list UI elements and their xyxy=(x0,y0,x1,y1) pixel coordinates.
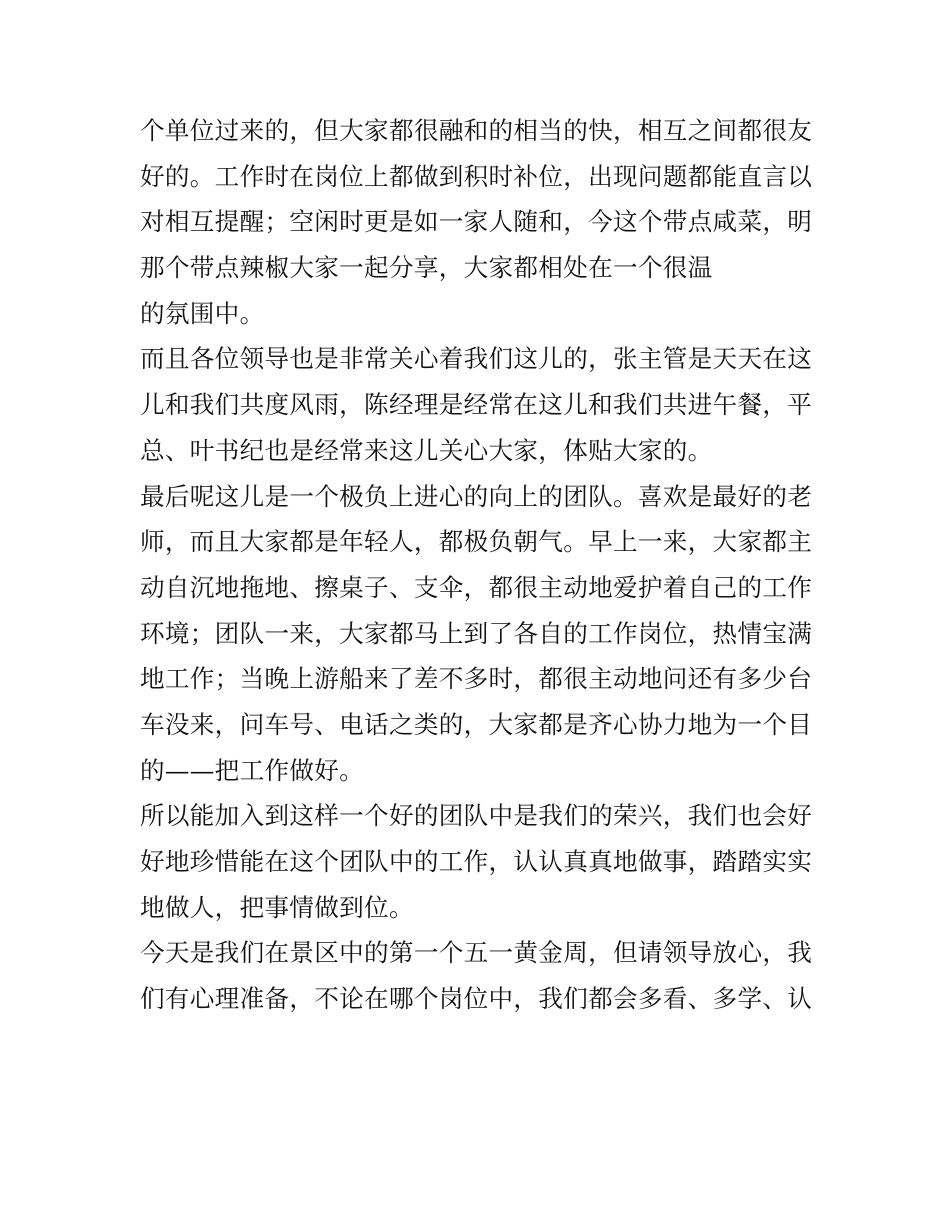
text-line: 的——把工作做好。 xyxy=(140,755,365,785)
text-line: 最后呢这儿是一个极负上进心的向上的团队。喜欢是最好的老 xyxy=(140,481,813,511)
text-line: 那个带点辣椒大家一起分享，大家都相处在一个很温 xyxy=(140,253,713,283)
text-line: 师，而且大家都是年轻人，都极负朝气。早上一来，大家都主 xyxy=(140,527,813,557)
text-line: 动自沉地拖地、擦桌子、支伞，都很主动地爱护着自己的工作 xyxy=(140,572,813,602)
text-line: 好地珍惜能在这个团队中的工作，认认真真地做事，踏踏实实 xyxy=(140,847,813,876)
document-body xyxy=(140,108,812,1022)
text-line: 个单位过来的，但大家都很融和的相当的快，相互之间都很友 xyxy=(140,116,813,145)
text-line: 环境；团队一来，大家都马上到了各自的工作岗位，热情宝满 xyxy=(140,618,813,648)
text-line: 总、叶书纪也是经常来这儿关心大家，体贴大家的。 xyxy=(140,435,713,465)
text-line: 车没来，问车号、电话之类的，大家都是齐心协力地为一个目 xyxy=(140,709,813,739)
text-line: 好的。工作时在岗位上都做到积时补位，出现问题都能直言以 xyxy=(140,161,813,191)
text-line: 所以能加入到这样一个好的团队中是我们的荣兴，我们也会好 xyxy=(140,801,813,831)
text-line: 对相互提醒；空闲时更是如一家人随和，今这个带点咸菜，明 xyxy=(140,207,813,237)
text-line: 地做人，把事情做到位。 xyxy=(140,892,414,922)
text-line: 儿和我们共度风雨，陈经理是经常在这儿和我们共进午餐，平 xyxy=(140,390,813,420)
text-line: 们有心理准备，不论在哪个岗位中，我们都会多看、多学、认 xyxy=(140,984,813,1014)
text-line: 而且各位领导也是非常关心着我们这儿的，张主管是天天在这 xyxy=(140,344,813,374)
text-line: 的氛围中。 xyxy=(140,298,265,328)
text-line: 地工作；当晚上游船来了差不多时，都很主动地问还有多少台 xyxy=(140,664,813,694)
text-line: 今天是我们在景区中的第一个五一黄金周，但请领导放心，我 xyxy=(140,938,813,968)
